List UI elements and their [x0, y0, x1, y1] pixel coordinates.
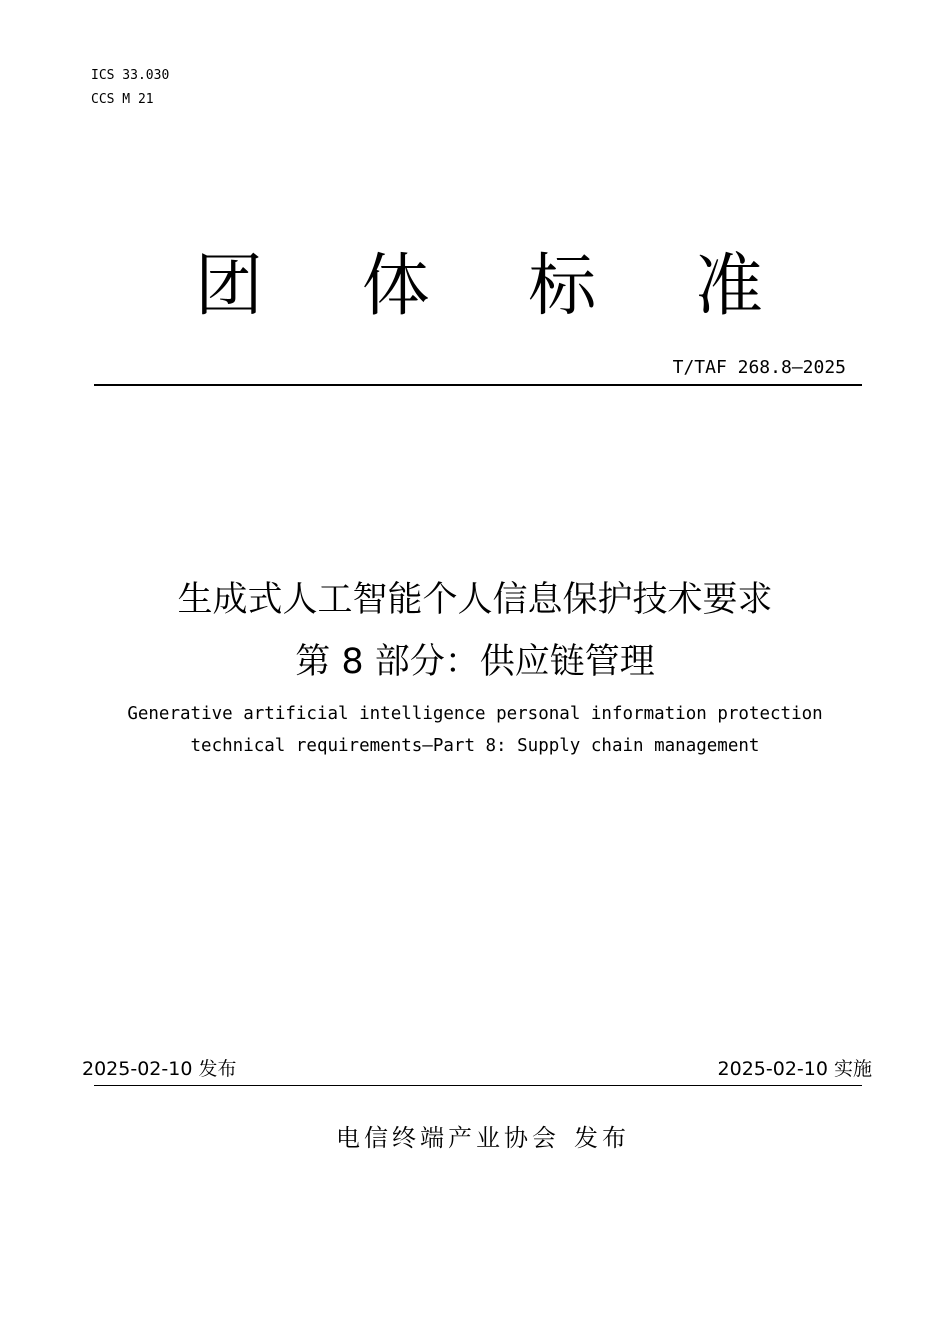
ics-code: ICS 33.030: [91, 68, 170, 83]
title-en-line1: Generative artificial intelligence personal information protection: [127, 704, 823, 724]
classification-codes: [91, 64, 169, 112]
title-en-line2: technical requirements—Part 8: Supply chain management: [190, 736, 760, 756]
publisher-line: [0, 1120, 950, 1156]
publisher-organization: 电信终端产业协会: [336, 1124, 560, 1152]
title-zh-line2: 第 8 部分：供应链管理: [295, 642, 655, 682]
ccs-code: CCS M 21: [91, 92, 154, 107]
publisher-action: 发布: [574, 1124, 630, 1152]
standard-type-char: 体: [361, 247, 430, 326]
header-divider: [94, 384, 862, 386]
standard-number: T/TAF 268.8—2025: [672, 357, 846, 378]
standard-type-char: 准: [694, 247, 763, 326]
implementation-date: 2025-02-10 实施: [717, 1058, 872, 1080]
standard-type-heading: [194, 242, 764, 332]
standard-type-char: 团: [194, 247, 263, 326]
publish-date: 2025-02-10 发布: [82, 1058, 237, 1080]
standard-type-char: 标: [528, 247, 597, 326]
title-zh-line1: 生成式人工智能个人信息保护技术要求: [177, 580, 773, 620]
footer-divider: [94, 1085, 862, 1086]
